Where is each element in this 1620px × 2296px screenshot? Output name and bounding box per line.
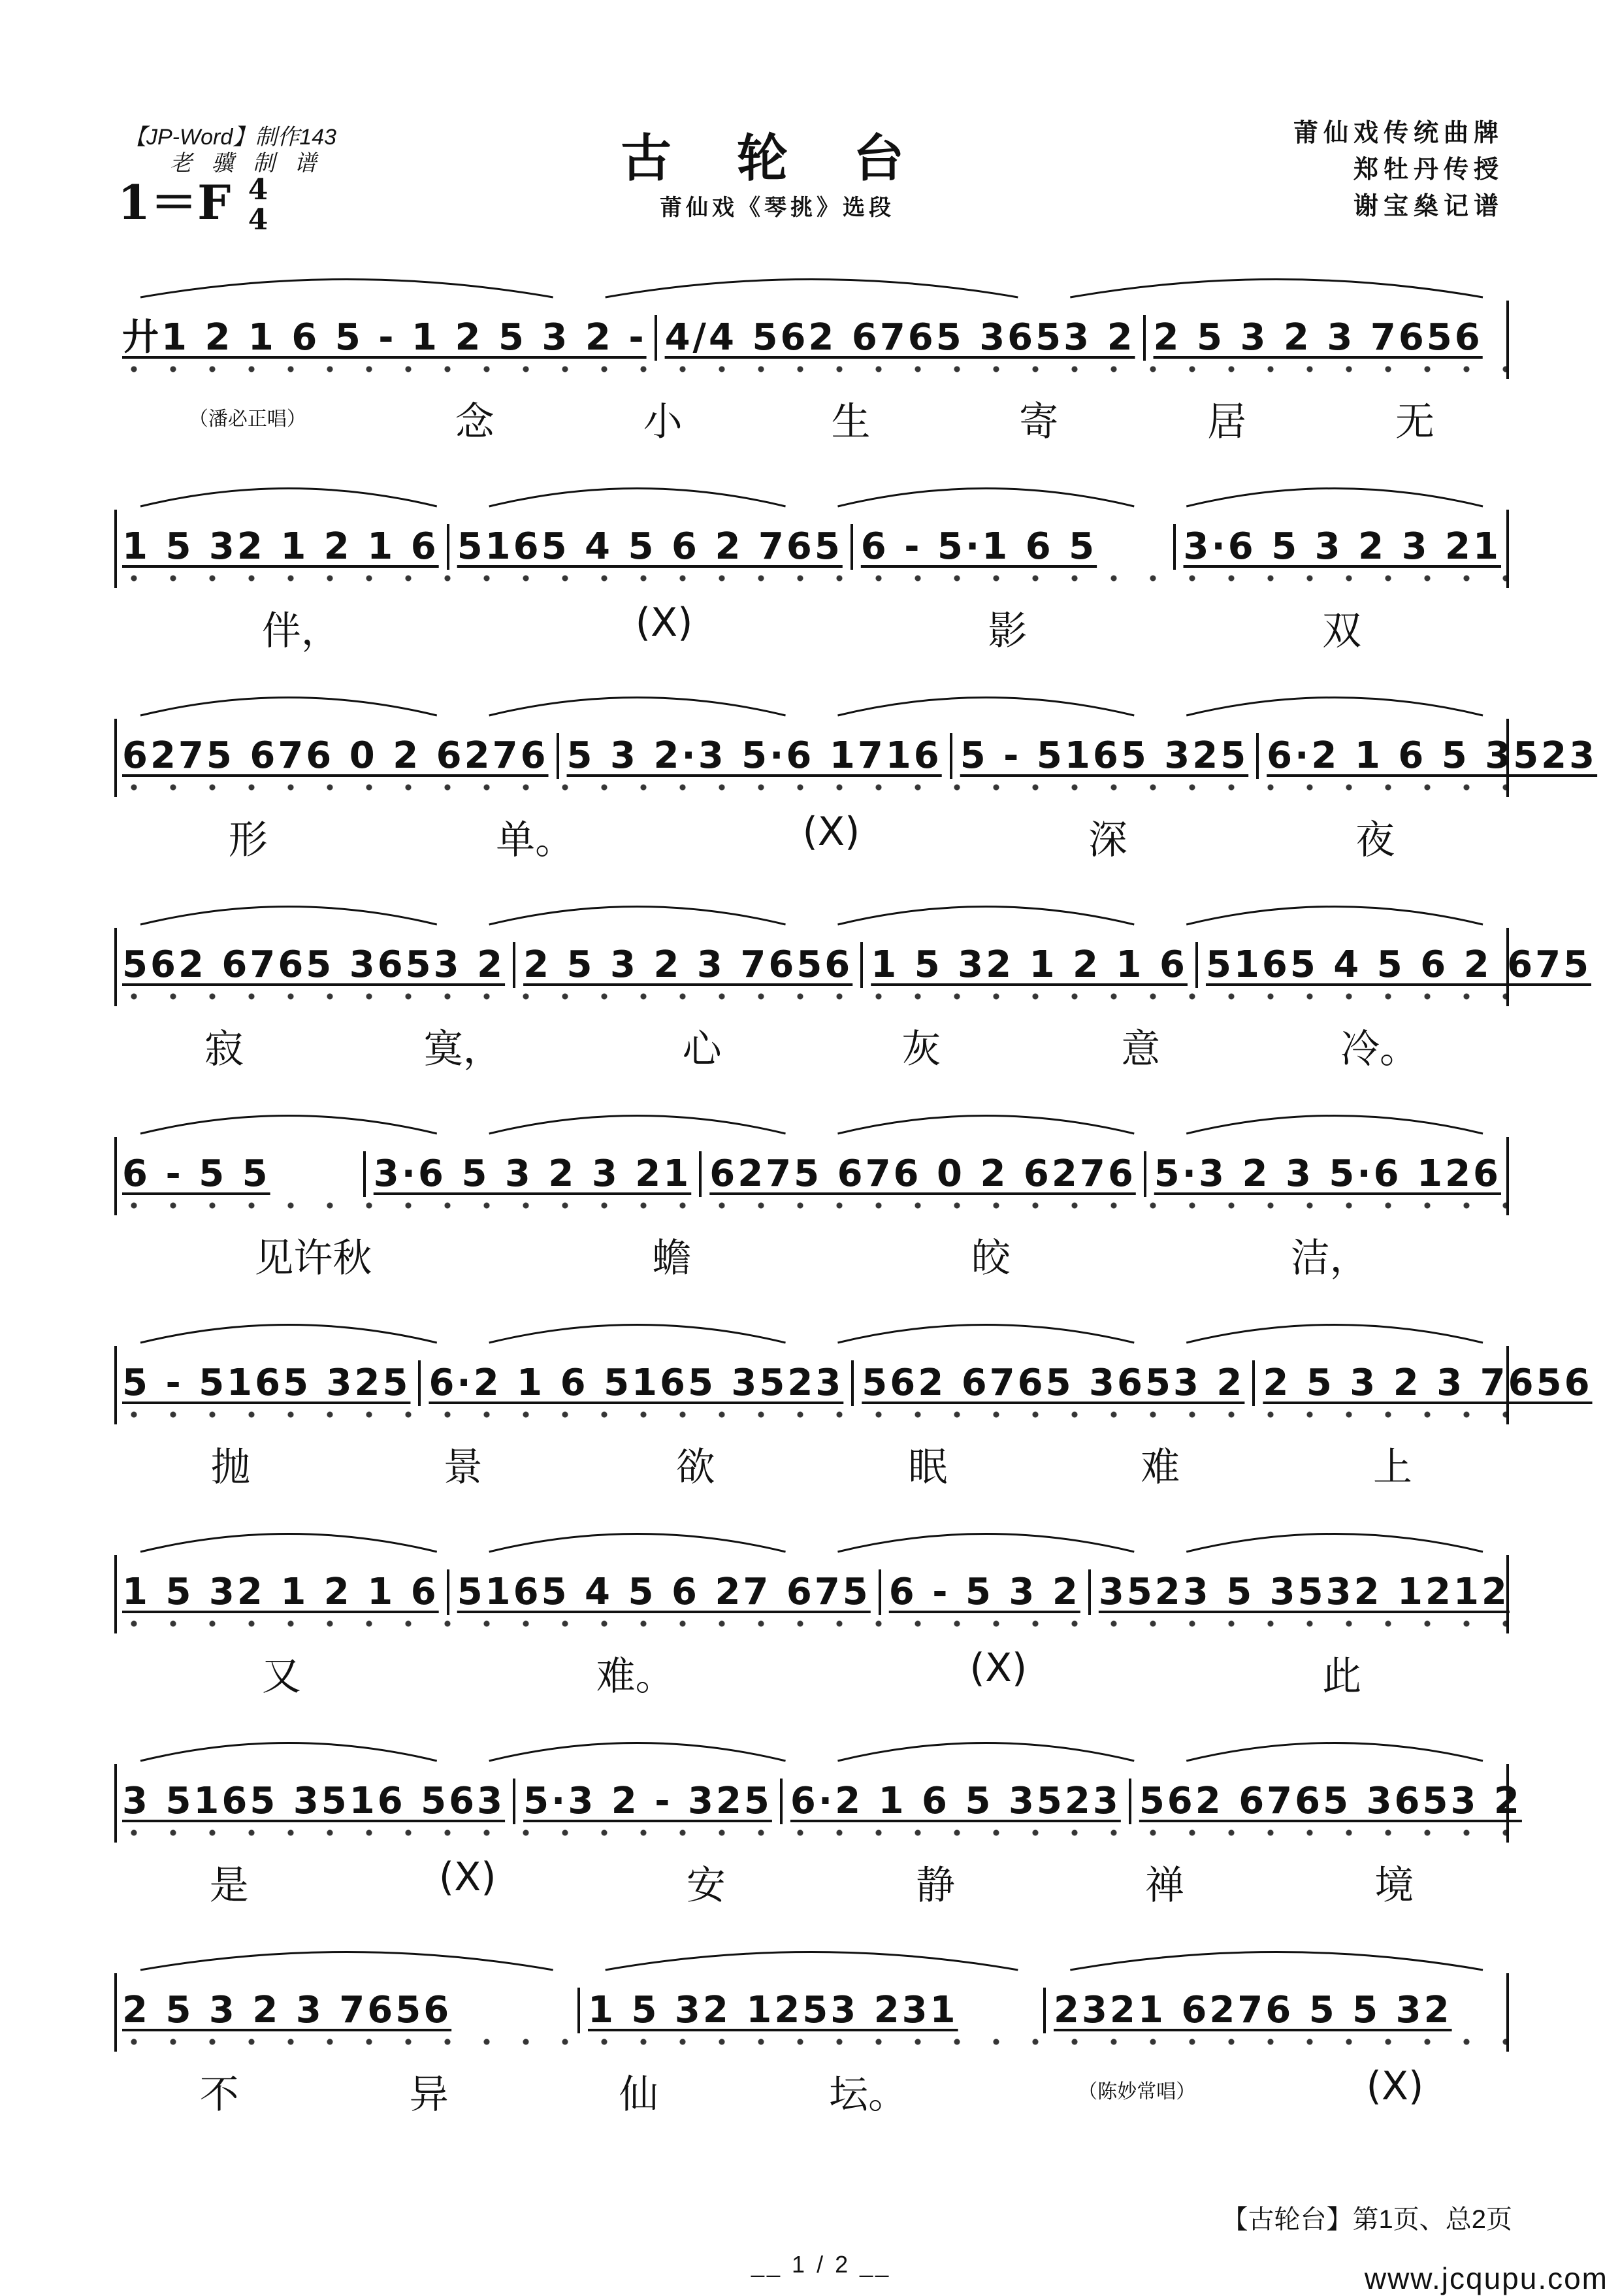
measure: 5 3 2·3 5·6 1716: [557, 733, 950, 779]
singer-label: （潘必正唱）: [188, 408, 306, 431]
lyric: (X): [802, 809, 860, 855]
octave-dots: [114, 1620, 1509, 1627]
lyric: 抛: [210, 1445, 250, 1490]
lyric: 单。: [496, 817, 575, 863]
site-watermark: www.jcqupu.com: [1364, 2261, 1608, 2295]
slur-arc: [489, 907, 786, 925]
slur-arc: [838, 1325, 1135, 1343]
measure: 6 - 5 5: [122, 1153, 270, 1195]
maker-line-2: 老 骥 制 谱: [170, 151, 323, 176]
lyric: 形: [228, 817, 268, 863]
lyric: (X): [438, 1854, 496, 1900]
notes-line: [114, 1151, 1509, 1197]
slur-arcs: [114, 1516, 1509, 1555]
lyric: 心: [682, 1026, 722, 1072]
slur-arcs: [114, 1098, 1509, 1137]
slur-arcs: [114, 889, 1509, 928]
lyric: 上: [1373, 1445, 1413, 1490]
measure: 5·3 2 3 5·6 126: [1144, 1151, 1509, 1197]
octave-dots: [114, 366, 1509, 372]
measure: 5 - 5165 325: [950, 733, 1256, 779]
lyrics-line: [114, 1645, 1509, 1697]
notes-line: [114, 315, 1509, 361]
measure: 562 6765 3653 2: [851, 1360, 1252, 1406]
slur-arc: [489, 698, 786, 716]
slur-arcs: [114, 261, 1509, 301]
measure: 6275 676 0 2 6276: [122, 734, 549, 777]
slur-arc: [838, 907, 1135, 925]
measure: 5·3 2 - 325: [513, 1779, 780, 1824]
measure: 3 5165 3516 563: [122, 1780, 506, 1822]
measure: 2 5 3 2 3 7656: [1252, 1360, 1600, 1406]
lyrics-line: [114, 600, 1509, 652]
measure: 6·2 1 6 5 3523: [1256, 733, 1605, 779]
lyric: 夜: [1355, 817, 1395, 863]
lyric: 见许秋: [254, 1236, 372, 1281]
lyric: 坛。: [829, 2072, 908, 2118]
lyric: 寞，: [423, 1026, 502, 1072]
key-signature: 1＝F: [118, 174, 231, 230]
octave-dots: [114, 993, 1509, 1000]
lyric: 欲: [675, 1445, 715, 1490]
measure: 562 6765 3653 2: [1129, 1779, 1530, 1824]
time-signature-top: 4: [248, 173, 268, 206]
lyric: 念: [455, 399, 494, 445]
measure: 1 5 32 1 2 1 6: [122, 1571, 439, 1613]
measure: 2 5 3 2 3 7656: [513, 942, 860, 988]
score-row: [114, 1934, 1509, 2137]
measure: 3·6 5 3 2 3 21: [363, 1151, 699, 1197]
notes-line: [114, 1360, 1593, 1406]
measure: 3·6 5 3 2 3 21: [1173, 524, 1509, 570]
score-row: [114, 1307, 1593, 1509]
slur-arc: [838, 1534, 1135, 1552]
lyric: 影: [988, 608, 1028, 654]
lyric: 无: [1395, 399, 1434, 445]
octave-dots: [114, 784, 1509, 791]
measure: 6 - 5 3 2: [879, 1569, 1088, 1615]
score-row: [114, 1098, 1509, 1300]
lyric: 蟾: [652, 1236, 692, 1281]
slur-arc: [140, 1534, 437, 1552]
slur-arc: [489, 1743, 786, 1762]
lyric: 居: [1207, 399, 1247, 445]
lyric: (X): [969, 1645, 1028, 1691]
lyric: (X): [1366, 2063, 1424, 2109]
lyrics-line: [114, 809, 1509, 861]
slur-arc: [140, 280, 553, 298]
lyrics-line: [114, 1018, 1509, 1070]
lyrics-line: [114, 1854, 1509, 1907]
measure: 6 - 5·1 6 5: [850, 524, 1173, 570]
lyric: 此: [1322, 1654, 1362, 1699]
lyric: 皎: [971, 1236, 1011, 1281]
lyric: 寄: [1019, 399, 1059, 445]
lyric: 禅: [1145, 1863, 1185, 1909]
lyric: (X): [635, 600, 693, 646]
slur-arcs: [114, 470, 1509, 510]
slur-arc: [1186, 489, 1483, 507]
page-note: 【古轮台】第1页、总2页: [1222, 2205, 1512, 2234]
slur-arc: [1186, 1116, 1483, 1134]
score-row: [114, 680, 1598, 882]
slur-arc: [489, 1534, 786, 1552]
notes-line: [114, 1988, 1509, 2033]
slur-arc: [1186, 698, 1483, 716]
slur-arc: [1186, 907, 1483, 925]
slur-arc: [140, 1952, 553, 1971]
lyric: 灰: [901, 1026, 941, 1072]
slur-arc: [1186, 1534, 1483, 1552]
time-signature-bottom: 4: [248, 203, 268, 237]
octave-dots: [114, 1411, 1509, 1418]
lyric: 小: [643, 399, 683, 445]
slur-arc: [1070, 280, 1483, 298]
lyric: 生: [831, 399, 871, 445]
notes-line: [114, 942, 1592, 988]
measure: 5 - 5165 325: [122, 1362, 411, 1404]
notes-line: [114, 1779, 1522, 1824]
lyrics-line: [114, 1436, 1509, 1488]
lyric: 安: [686, 1863, 726, 1909]
lyric: 不: [199, 2072, 239, 2118]
score-row: [114, 1725, 1522, 1927]
lyric: 异: [409, 2072, 449, 2118]
octave-dots: [114, 2039, 1509, 2045]
slur-arc: [140, 489, 437, 507]
slur-arc: [838, 489, 1135, 507]
measure: 5165 4 5 6 27 675: [447, 1569, 879, 1615]
slur-arcs: [114, 1934, 1509, 1973]
measure: 6·2 1 6 5 3523: [780, 1779, 1129, 1824]
lyric: 冷。: [1340, 1026, 1419, 1072]
measure: 廾1 2 1 6 5 - 1 2 5 3 2 -: [122, 316, 647, 359]
measure: 1 5 32 1253 231: [577, 1988, 1043, 2033]
slur-arc: [140, 698, 437, 716]
measure: 1 5 32 1 2 1 6: [122, 525, 439, 568]
maker-credit: [124, 124, 336, 176]
slur-arc: [489, 1116, 786, 1134]
octave-dots: [114, 575, 1509, 582]
slur-arcs: [114, 680, 1509, 719]
measure: 5165 4 5 6 2 675: [1195, 942, 1599, 988]
credit-line-3: 谢宝燊记谱: [1353, 191, 1504, 220]
slur-arc: [606, 1952, 1018, 1971]
time-signature: [245, 175, 271, 235]
measure: 2321 6276 5 5 32: [1043, 1988, 1509, 2033]
lyrics-line: [114, 391, 1509, 443]
page-number: __ 1 / 2 __: [751, 2251, 892, 2278]
measure: 2 5 3 2 3 7656: [1143, 315, 1509, 361]
slur-arcs: [114, 1307, 1509, 1346]
octave-dots: [114, 1202, 1509, 1209]
lyric: 景: [443, 1445, 483, 1490]
octave-dots: [114, 1829, 1509, 1836]
measure: 5165 4 5 6 2 765: [447, 524, 850, 570]
lyrics-line: [114, 1227, 1509, 1279]
notes-line: [114, 733, 1598, 779]
lyric: 眠: [908, 1445, 948, 1490]
lyric: 静: [916, 1863, 956, 1909]
notes-line: [114, 524, 1509, 570]
measure: 562 6765 3653 2: [122, 943, 506, 986]
score-row: [114, 889, 1592, 1091]
slur-arc: [140, 1743, 437, 1762]
notes-line: [114, 1569, 1509, 1615]
maker-line-1: 【JP-Word】制作143: [124, 125, 336, 150]
score-row: [114, 470, 1509, 673]
lyric: 双: [1322, 608, 1362, 654]
measure: 6·2 1 6 5165 3523: [418, 1360, 851, 1406]
lyric: 难。: [596, 1654, 675, 1699]
slur-arc: [1186, 1743, 1483, 1762]
lyric: 意: [1121, 1026, 1161, 1072]
credits: [1293, 114, 1504, 224]
slur-arc: [838, 698, 1135, 716]
score-subtitle: 莆仙戏《琴挑》选段: [660, 195, 895, 221]
lyric: 洁，: [1290, 1236, 1369, 1281]
lyrics-line: [114, 2063, 1509, 2116]
slur-arc: [140, 907, 437, 925]
slur-arc: [1186, 1325, 1483, 1343]
lyric: 又: [261, 1654, 301, 1699]
credit-line-2: 郑牡丹传授: [1353, 154, 1504, 184]
measure: 3523 5 3532 1212: [1088, 1569, 1517, 1615]
slur-arcs: [114, 1725, 1509, 1764]
slur-arc: [838, 1116, 1135, 1134]
measure: 2 5 3 2 3 7656: [122, 1989, 452, 2031]
lyric: 境: [1374, 1863, 1414, 1909]
measure: 6275 676 0 2 6276: [699, 1151, 1144, 1197]
lyric: 寂: [204, 1026, 244, 1072]
score-row: [114, 1516, 1509, 1718]
credit-line-1: 莆仙戏传统曲牌: [1293, 118, 1504, 147]
slur-arc: [606, 280, 1018, 298]
lyric: 是: [209, 1863, 249, 1909]
score-row: [114, 261, 1509, 464]
slur-arc: [489, 489, 786, 507]
lyric: 深: [1088, 817, 1127, 863]
lyric: 难: [1141, 1445, 1180, 1490]
slur-arc: [140, 1116, 437, 1134]
lyric: 伴，: [261, 608, 340, 654]
slur-arc: [1070, 1952, 1483, 1971]
slur-arc: [489, 1325, 786, 1343]
measure: 4/4 562 6765 3653 2: [655, 315, 1143, 361]
singer-label: （陈妙常唱）: [1078, 2080, 1196, 2103]
measure: 1 5 32 1 2 1 6: [860, 942, 1195, 988]
lyric: 仙: [619, 2072, 658, 2118]
slur-arc: [140, 1325, 437, 1343]
score-title: 古轮台: [621, 129, 970, 188]
slur-arc: [838, 1743, 1135, 1762]
